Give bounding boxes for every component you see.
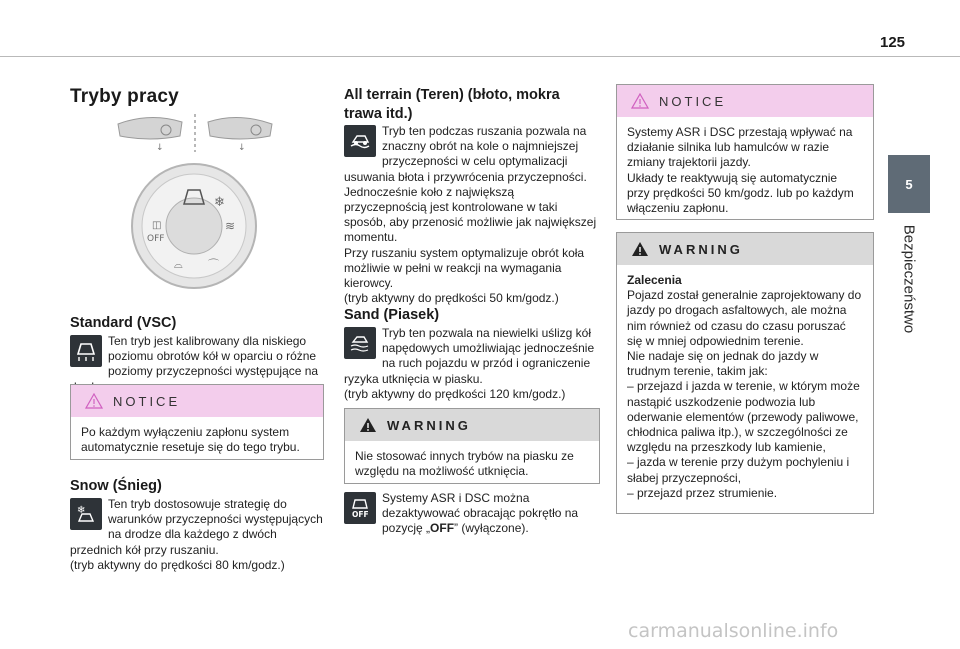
- svg-text:⌒: ⌒: [208, 258, 219, 271]
- warning-triangle-icon: [631, 93, 649, 109]
- chapter-title: [880, 214, 938, 344]
- allterrain-block: [344, 124, 600, 306]
- off-text-bold: OFF: [430, 521, 455, 536]
- allterrain-text-3: Przy ruszaniu system optymalizuje obrót koła możliwie w pełni w reakcji na wymagania kierowcy.: [344, 245, 585, 291]
- svg-text:≋: ≋: [225, 219, 236, 233]
- snow-block: [70, 497, 324, 573]
- notice-box-2-body: [617, 117, 873, 224]
- section-heading: Tryby pracy: [70, 86, 179, 107]
- sand-note: (tryb aktywny do prędkości 120 km/godz.): [344, 386, 566, 401]
- snow-mode-icon: [70, 498, 102, 530]
- standard-mode-icon: [70, 335, 102, 367]
- warning-box-2-heading: Zalecenia: [627, 273, 682, 287]
- svg-text:OFF: OFF: [352, 510, 369, 519]
- warning-box-1-label: WARNING: [387, 417, 471, 433]
- sand-text: Tryb ten pozwala na niewielki uślizg kół napędowych umożliwiając jednocześnie na ruch pojazdu w przód i ograniczenie ryzyka utknięcia w piasku.: [344, 326, 595, 386]
- standard-title: Standard (VSC): [70, 315, 177, 331]
- warning-box-2-header: [617, 233, 873, 265]
- warning-triangle-icon: [359, 417, 377, 433]
- notice-box-2-text-2: Układy te reaktywują się automatycznie przy prędkości 50 km/godz. lub po każdym włączeniu zapłonu.: [627, 170, 854, 216]
- warning-box-2: [616, 232, 874, 514]
- notice-box-1-label: NOTICE: [113, 393, 181, 409]
- chapter-title-text: Bezpieczeństwo: [900, 224, 918, 334]
- allterrain-mode-icon: [344, 125, 376, 157]
- standard-text: Ten tryb jest kalibrowany dla niskiego poziomu obrotów kół w oparciu o różne poziomy przyczepności występujące na: [108, 334, 319, 379]
- svg-text:◫: ◫: [152, 220, 162, 231]
- off-text-a: Systemy ASR i DSC można dezaktywować obracając pokrętło na pozycję „: [382, 491, 579, 536]
- warning-box-2-line-4: – jazda w terenie przy dużym pochyleniu i słabej przyczepności,: [627, 455, 850, 485]
- warning-box-1: [344, 408, 600, 484]
- allterrain-text: Tryb ten podczas ruszania pozwala na znaczny obrót na kole o najmniejszej przyczepności w celu optymalizacji usuwania błota i przywrócenia przyczepności.: [344, 124, 587, 184]
- notice-box-2-label: NOTICE: [659, 93, 727, 109]
- svg-text:↓: ↓: [156, 143, 164, 153]
- warning-box-2-line-2: Nie nadaje się on jednak do jazdy w trudnym terenie, takim jak:: [627, 349, 819, 379]
- warning-box-2-line-5: – przejazd przez strumienie.: [627, 485, 778, 500]
- svg-text:⌓: ⌓: [174, 258, 183, 271]
- warning-box-2-label: WARNING: [659, 241, 743, 257]
- notice-box-1-text: Po każdym wyłączeniu zapłonu system automatycznie resetuje się do tego trybu.: [81, 425, 300, 455]
- mode-dial-illustration: [110, 110, 320, 300]
- snow-title: Snow (Śnieg): [70, 478, 162, 494]
- notice-box-2-text-1: Systemy ASR i DSC przestają wpływać na działanie silnika lub hamulców w razie zmiany trajektorii jazdy.: [627, 125, 853, 170]
- notice-box-1: [70, 384, 324, 460]
- allterrain-title: All terrain (Teren) (błoto, mokra trawa itd.): [344, 87, 560, 122]
- svg-text:↓: ↓: [238, 143, 246, 153]
- svg-text:❄: ❄: [77, 505, 86, 516]
- dial-off-label: OFF: [147, 234, 165, 244]
- allterrain-note: (tryb aktywny do prędkości 50 km/godz.): [344, 291, 559, 306]
- svg-text:❄: ❄: [214, 195, 225, 210]
- sand-block: [344, 326, 600, 402]
- sand-mode-icon: [344, 327, 376, 359]
- watermark: carmanualsonline.info: [628, 620, 839, 642]
- warning-box-1-text: Nie stosować innych trybów na piasku ze względu na możliwość utknięcia.: [355, 449, 574, 479]
- off-block: [344, 491, 600, 537]
- warning-box-1-header: [345, 409, 599, 441]
- sand-title: Sand (Piasek): [344, 307, 440, 323]
- warning-box-2-line-3: – przejazd i jazda w terenie, w którym może nastąpić uszkodzenie podwozia lub oderwanie elementów (przewody paliwowe, chłodnica paliwa itp.), w szczególności ze względu na przeszkody lub kamienie,: [627, 379, 860, 455]
- chapter-number: 5: [905, 176, 913, 192]
- warning-triangle-icon: [631, 241, 649, 257]
- top-divider: [0, 56, 960, 57]
- warning-box-2-body: [617, 265, 873, 509]
- warning-triangle-icon: [85, 393, 103, 409]
- chapter-tab[interactable]: [888, 155, 930, 213]
- off-mode-icon: [344, 492, 376, 524]
- page-number: 125: [880, 34, 906, 51]
- off-text-b: ” (wyłączone).: [454, 521, 529, 536]
- allterrain-text-2: Jednocześnie koło z największą przyczepnością jest kontrolowane w taki sposób, aby przenosić możliwie jak największej momentu.: [344, 184, 597, 245]
- notice-box-2: [616, 84, 874, 220]
- warning-box-2-line-1: Pojazd został generalnie zaprojektowany do jazdy po drogach asfaltowych, ale można nim również od czasu do czasu poruszać się w mniej odpowiednim terenie.: [627, 288, 862, 348]
- notice-box-2-header: [617, 85, 873, 117]
- notice-box-1-header: [71, 385, 323, 417]
- snow-note: (tryb aktywny do prędkości 80 km/godz.): [70, 557, 285, 572]
- snow-text: Ten tryb dostosowuje strategię do warunków przyczepności występujących na drodze dla każdego z dwóch przednich kół przy ruszaniu.: [70, 497, 323, 557]
